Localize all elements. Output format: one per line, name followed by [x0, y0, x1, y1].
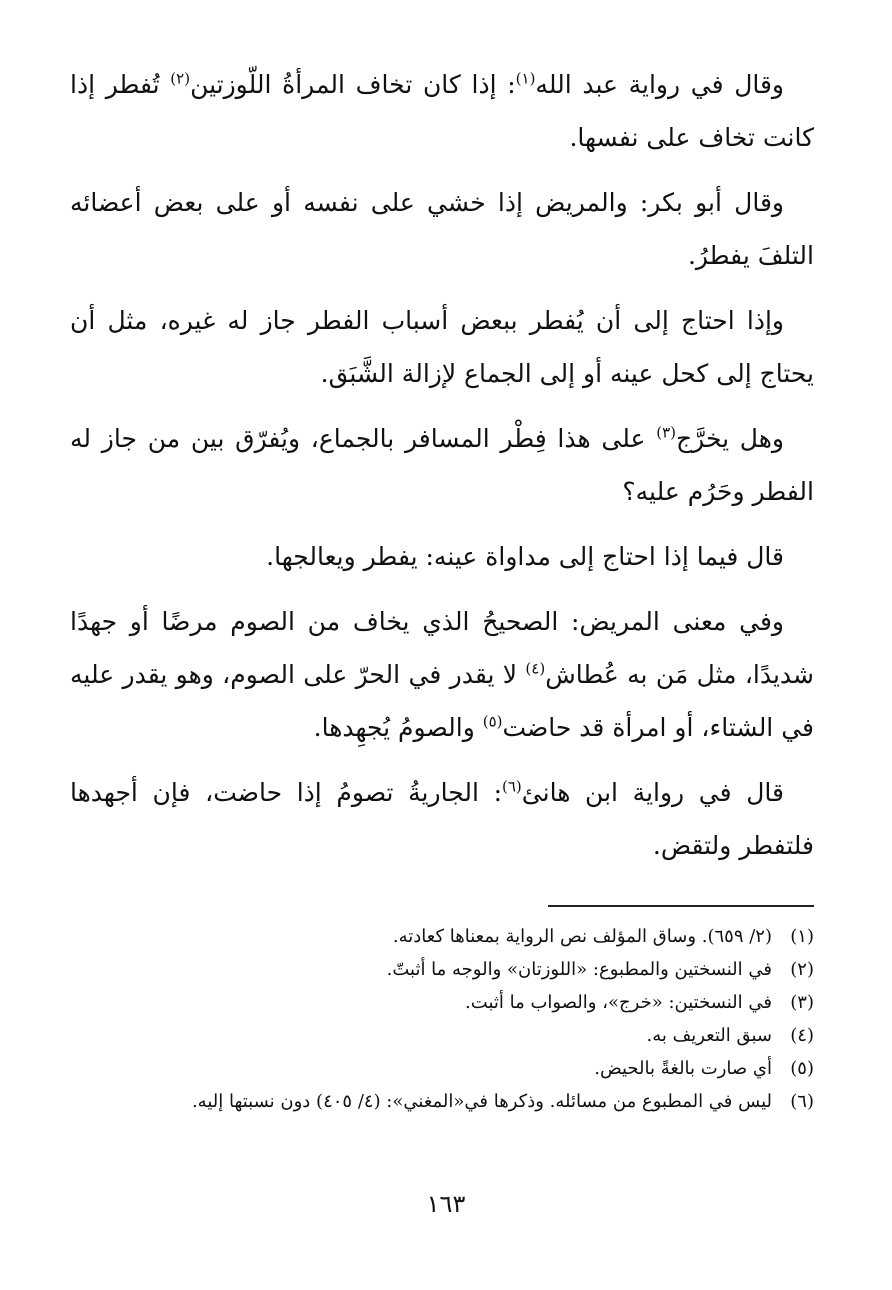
footnote-text: سبق التعريف به. [646, 1025, 772, 1046]
paragraph-text: قال في رواية ابن هانئ [521, 778, 784, 807]
paragraph-text: قال فيما إذا احتاج إلى مداواة عينه: يفطر ويعالجها. [266, 542, 784, 571]
paragraph-text: وإذا احتاج إلى أن يُفطر ببعض أسباب الفطر جاز له غيره، مثل أن يحتاج إلى كحل عينه أو إلى الجماع لإزالة الشَّبَق. [70, 306, 814, 388]
footnote-ref[interactable]: (٣) [656, 423, 677, 442]
footnote-text: (٢/ ٦٥٩). وساق المؤلف نص الرواية بمعناها كعادته. [392, 926, 772, 947]
footnote-divider [548, 905, 814, 907]
footnote [70, 920, 814, 953]
paragraph-text: تُفطر إذا كانت تخاف على نفسها. [70, 70, 814, 152]
footnote-ref[interactable]: (٤) [525, 659, 546, 678]
paragraph-text: : الجاريةُ تصومُ إذا حاضت، فإن أجهدها فلتفطر ولتقض. [70, 778, 814, 860]
paragraph [70, 294, 814, 400]
paragraph [70, 412, 814, 518]
footnote-number: (٣) [790, 992, 814, 1013]
paragraph [70, 766, 814, 872]
footnotes [70, 920, 814, 1118]
paragraph [70, 58, 814, 164]
paragraph-text: وقال في رواية عبد الله [535, 70, 785, 99]
paragraph [70, 176, 814, 282]
footnote-number: (٥) [790, 1058, 814, 1079]
footnote [70, 953, 814, 986]
paragraph-text: وهل يخرَّج [676, 424, 784, 453]
footnote-number: (٢) [790, 959, 814, 980]
footnote-number: (١) [790, 926, 814, 947]
footnote-text: ليس في المطبوع من مسائله. وذكرها في«المغني»: (٤/ ٤٠٥) دون نسبتها إليه. [191, 1091, 772, 1112]
footnote-ref[interactable]: (١) [515, 69, 536, 88]
footnote-text: أي صارت بالغةً بالحيض. [594, 1058, 772, 1079]
page-number: ١٦٣ [426, 1190, 466, 1218]
footnote-ref[interactable]: (٢) [170, 69, 191, 88]
paragraph-text: والصومُ يُجهِدها. [313, 713, 483, 742]
paragraph-text: : إذا كان تخاف المرأةُ اللّوزتين [190, 70, 516, 99]
footnote [70, 986, 814, 1019]
footnote [70, 1085, 814, 1118]
footnote-text: في النسختين والمطبوع: «اللوزتان» والوجه ما أثبتّ. [386, 959, 772, 980]
footnote [70, 1052, 814, 1085]
paragraph-text: لا يقدر في الحرّ على الصوم، وهو يقدر عليه في الشتاء، أو امرأة قد حاضت [70, 660, 814, 742]
paragraph-text: وفي معنى المريض: الصحيحُ الذي يخاف من الصوم مرضًا أو جهدًا شديدًا، مثل مَن به عُطاش [70, 607, 814, 689]
footnote-ref[interactable]: (٦) [502, 777, 522, 796]
footnote-text: في النسختين: «خرج»، والصواب ما أثبت. [465, 992, 772, 1013]
main-text [70, 58, 814, 884]
footnote [70, 1019, 814, 1052]
paragraph [70, 595, 814, 754]
paragraph-text: وقال أبو بكر: والمريض إذا خشي على نفسه أو على بعض أعضائه التلفَ يفطرُ. [70, 188, 814, 270]
footnote-number: (٤) [790, 1025, 814, 1046]
paragraph [70, 530, 814, 583]
paragraph-text: على هذا فِطْر المسافر بالجماع، ويُفرّق بين من جاز له الفطر وحَرُم عليه؟ [70, 424, 814, 506]
footnote-ref[interactable]: (٥) [482, 712, 503, 731]
footnote-number: (٦) [790, 1091, 814, 1112]
